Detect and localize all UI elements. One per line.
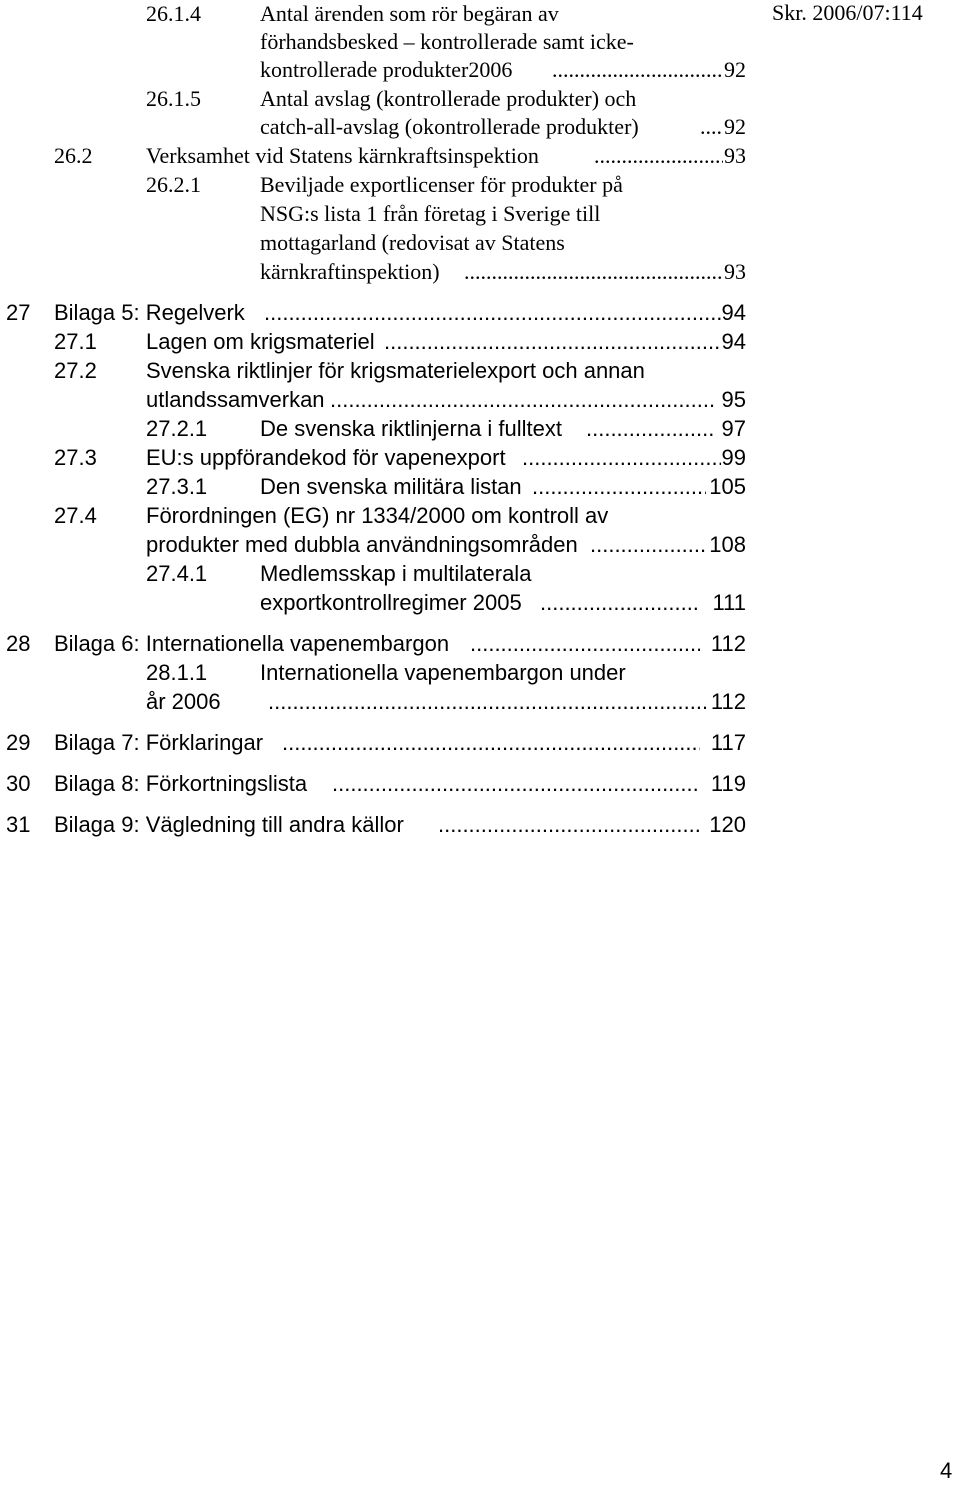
- toc-entry-title: NSG:s lista 1 från företag i Sverige till: [260, 201, 601, 226]
- page-number: 4: [940, 1458, 953, 1483]
- toc-entry-number: 28.1.1: [146, 660, 208, 685]
- toc-entry-number: 30: [6, 771, 31, 796]
- toc-entry-title: Bilaga 6: Internationella vapenembargon: [54, 631, 450, 656]
- toc-entry-title: catch-all-avslag (okontrollerade produkter): [260, 114, 639, 139]
- toc-entry-page: 94: [721, 300, 746, 325]
- toc-entry-title: mottagarland (redovisat av Statens: [260, 230, 565, 255]
- toc-entry-page: 95: [721, 387, 746, 412]
- toc-entry-title: kontrollerade produkter2006: [260, 57, 513, 82]
- toc-entry-title: exportkontrollregimer 2005: [260, 590, 522, 615]
- toc-entry-title: Verksamhet vid Statens kärnkraftsinspektion: [146, 143, 539, 168]
- dot-leader: [590, 531, 706, 559]
- toc-entry-number: 26.1.4: [146, 1, 201, 26]
- toc-entry-number: 27.4.1: [146, 561, 208, 586]
- dot-leader: [332, 770, 700, 798]
- toc-entry-page: 99: [721, 445, 746, 470]
- dot-leader: [268, 688, 706, 716]
- dot-leader: [282, 729, 700, 757]
- dot-leader: [264, 299, 746, 327]
- toc-entry-page: 92: [724, 114, 746, 139]
- toc-entry-page: 92: [724, 57, 746, 82]
- toc-entry-page: 97: [721, 416, 746, 441]
- toc-entry-number: 26.2.1: [146, 172, 201, 197]
- toc-entry-number: 28: [6, 631, 31, 656]
- dot-leader: [540, 589, 700, 617]
- toc-entry-page: 93: [724, 259, 746, 284]
- toc-entry-number: 27: [6, 300, 31, 325]
- toc-entry-page: 117: [710, 730, 746, 755]
- toc-entry-title: De svenska riktlinjerna i fulltext: [260, 416, 563, 441]
- dot-leader: [586, 415, 716, 443]
- toc-entry-title: kärnkraftinspektion): [260, 259, 440, 284]
- dot-leader: [522, 444, 746, 472]
- toc-entry-number: 29: [6, 730, 31, 755]
- toc-entry-title: Internationella vapenembargon under: [260, 660, 626, 685]
- toc-entry-title: Beviljade exportlicenser för produkter på: [260, 172, 623, 197]
- toc-entry-title: Lagen om krigsmateriel: [146, 329, 375, 354]
- toc-entry-number: 27.3.1: [146, 474, 208, 499]
- toc-entry-title: Bilaga 7: Förklaringar: [54, 730, 264, 755]
- toc-entry-number: 26.2: [54, 143, 93, 168]
- toc-entry-page: 93: [724, 143, 746, 168]
- toc-entry-title: år 2006: [146, 689, 221, 714]
- toc-entry-page: 94: [721, 329, 746, 354]
- toc-entry-number: 27.2: [54, 358, 97, 383]
- dot-leader: [532, 473, 706, 501]
- toc-entry-title: Antal avslag (kontrollerade produkter) och: [260, 86, 637, 111]
- toc-entry-number: 27.3: [54, 445, 97, 470]
- dot-leader: [552, 56, 746, 84]
- toc-entry-title: utlandssamverkan: [146, 387, 325, 412]
- toc-entry-title: förhandsbesked – kontrollerade samt icke-: [260, 29, 634, 54]
- toc-entry-number: 27.2.1: [146, 416, 208, 441]
- dot-leader: [464, 258, 746, 286]
- dot-leader: [438, 811, 700, 839]
- toc-entry-page: 111: [712, 590, 746, 615]
- toc-entry-number: 27.1: [54, 329, 97, 354]
- toc-entry-page: 112: [710, 689, 746, 714]
- toc-entry-page: 108: [709, 532, 746, 557]
- dot-leader: [470, 630, 700, 658]
- toc-entry-title: Svenska riktlinjer för krigsmaterielexport och annan: [146, 358, 645, 383]
- toc-entry-number: 31: [6, 812, 31, 837]
- toc-entry-number: 26.1.5: [146, 86, 201, 111]
- toc-entry-title: Bilaga 8: Förkortningslista: [54, 771, 308, 796]
- toc-entry-page: 112: [710, 631, 746, 656]
- toc-entry-page: 105: [709, 474, 746, 499]
- toc-entry-number: 27.4: [54, 503, 97, 528]
- toc-entry-page: 120: [709, 812, 746, 837]
- toc-entry-title: produkter med dubbla användningsområden: [146, 532, 578, 557]
- toc-entry-title: Bilaga 5: Regelverk: [54, 300, 245, 325]
- toc-entry-title: EU:s uppförandekod för vapenexport: [146, 445, 506, 470]
- toc-entry-title: Antal ärenden som rör begäran av: [260, 1, 559, 26]
- toc-entry-title: Den svenska militära listan: [260, 474, 522, 499]
- document-reference: Skr. 2006/07:114: [772, 0, 923, 25]
- toc-entry-title: Medlemsskap i multilaterala: [260, 561, 532, 586]
- toc-entry-title: Bilaga 9: Vägledning till andra källor: [54, 812, 404, 837]
- dot-leader: [330, 386, 716, 414]
- dot-leader: [384, 328, 746, 356]
- toc-entry-page: 119: [710, 771, 746, 796]
- toc-entry-title: Förordningen (EG) nr 1334/2000 om kontroll av: [146, 503, 609, 528]
